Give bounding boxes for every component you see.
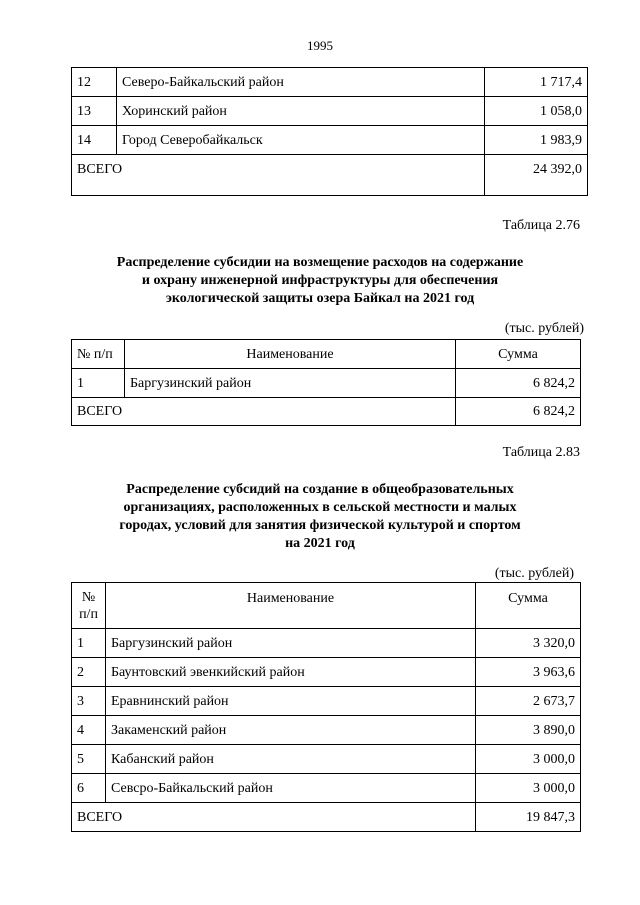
caption-line: экологической защиты озера Байкал на 2021 год [165, 291, 475, 306]
row-sum: 1 058,0 [485, 97, 588, 126]
table-row [72, 658, 581, 687]
header-number-line: п/п [79, 606, 98, 622]
page-number: 1995 [307, 38, 333, 53]
caption-line: городах, условий для занятия физической культурой и спортом [119, 518, 521, 533]
row-name: Северо-Байкальский район [117, 68, 485, 97]
caption-line: и охрану инженерной инфраструктуры для обеспечения [141, 273, 499, 288]
table-number: Таблица 2.76 [502, 218, 580, 233]
row-number: 14 [72, 126, 117, 155]
row-sum: 6 824,2 [456, 369, 581, 398]
caption-line: на 2021 год [285, 536, 355, 551]
row-sum: 2 673,7 [476, 687, 581, 716]
total-sum: 19 847,3 [476, 803, 581, 832]
caption-line: Распределение субсидии на возмещение расходов на содержание [116, 255, 524, 270]
total-row [72, 155, 588, 196]
row-name: Еравнинский район [106, 687, 476, 716]
units-label: (тыс. рублей) [494, 566, 574, 581]
row-name: Город Северобайкальск [117, 126, 485, 155]
table-row [72, 126, 588, 155]
table-2-76 [71, 339, 581, 426]
total-row [72, 398, 581, 426]
header-number [72, 583, 106, 629]
header-row [72, 583, 581, 629]
table-continued [71, 67, 588, 196]
row-name: Баргузинский район [125, 369, 456, 398]
row-sum: 3 890,0 [476, 716, 581, 745]
table-row [72, 68, 588, 97]
header-number-line: № [81, 589, 96, 605]
caption-line: организациях, расположенных в сельской местности и малых [123, 500, 517, 515]
table-row [72, 745, 581, 774]
row-name: Хоринский район [117, 97, 485, 126]
table-caption [60, 254, 580, 308]
row-number: 4 [72, 716, 106, 745]
total-sum: 24 392,0 [485, 155, 588, 196]
total-row [72, 803, 581, 832]
row-number: 1 [72, 369, 125, 398]
header-row [72, 340, 581, 369]
row-name: Севсро-Байкальский район [106, 774, 476, 803]
row-name: Кабанский район [106, 745, 476, 774]
row-number: 6 [72, 774, 106, 803]
row-sum: 1 717,4 [485, 68, 588, 97]
row-number: 5 [72, 745, 106, 774]
table-row [72, 774, 581, 803]
caption-line: Распределение субсидий на создание в общеобразовательных [126, 482, 514, 497]
row-name: Баргузинский район [106, 629, 476, 658]
table-row [72, 629, 581, 658]
header-sum: Сумма [476, 583, 581, 629]
header-sum: Сумма [456, 340, 581, 369]
header-name: Наименование [106, 583, 476, 629]
table-row [72, 369, 581, 398]
total-label: ВСЕГО [72, 803, 476, 832]
total-label: ВСЕГО [72, 398, 456, 426]
row-number: 1 [72, 629, 106, 658]
table-row [72, 687, 581, 716]
row-sum: 3 000,0 [476, 745, 581, 774]
row-name: Баунтовский эвенкийский район [106, 658, 476, 687]
header-number: № п/п [72, 340, 125, 369]
row-number: 3 [72, 687, 106, 716]
row-sum: 3 000,0 [476, 774, 581, 803]
units-label: (тыс. рублей) [504, 321, 584, 336]
table-2-83 [71, 582, 581, 832]
table-row [72, 97, 588, 126]
row-number: 12 [72, 68, 117, 97]
row-number: 2 [72, 658, 106, 687]
table-number: Таблица 2.83 [502, 445, 580, 460]
header-name: Наименование [125, 340, 456, 369]
row-number: 13 [72, 97, 117, 126]
row-sum: 3 963,6 [476, 658, 581, 687]
table-row [72, 716, 581, 745]
table-caption [60, 481, 580, 553]
row-sum: 3 320,0 [476, 629, 581, 658]
total-label: ВСЕГО [72, 155, 485, 196]
row-sum: 1 983,9 [485, 126, 588, 155]
total-sum: 6 824,2 [456, 398, 581, 426]
row-name: Закаменский район [106, 716, 476, 745]
